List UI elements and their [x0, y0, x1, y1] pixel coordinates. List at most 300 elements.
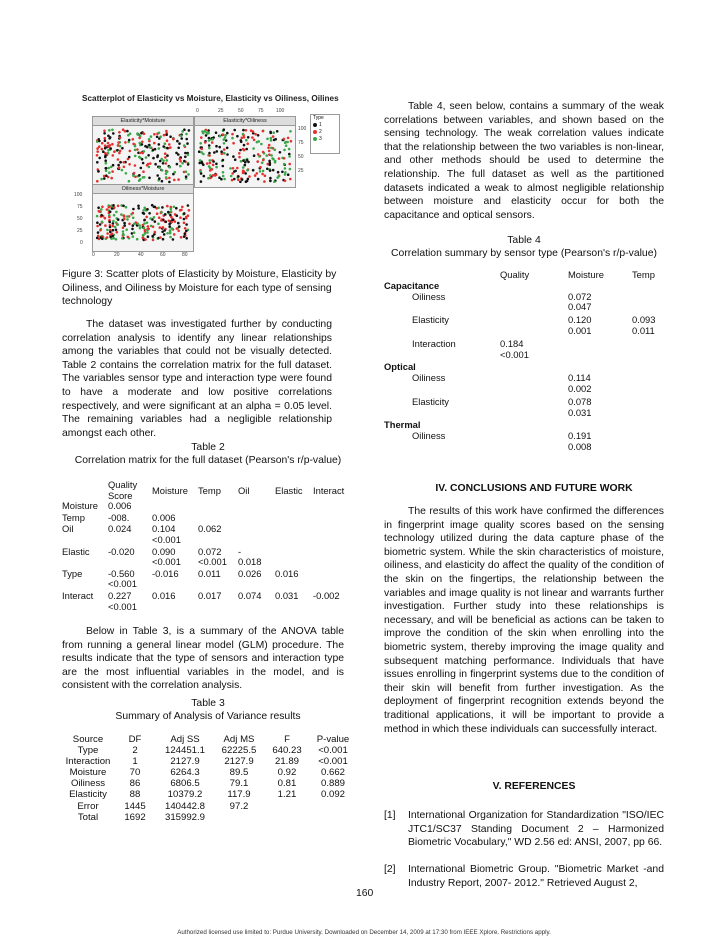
scatter-point: [140, 167, 143, 170]
table-cell: [310, 812, 356, 823]
scatter-point: [168, 143, 171, 146]
scatter-point: [112, 132, 115, 135]
scatter-point: [100, 178, 103, 181]
table-cell: 0.072 0.047: [568, 290, 592, 313]
scatter-point: [146, 231, 149, 234]
table-cell: 6264.3: [170, 767, 200, 779]
scatter-point: [158, 147, 161, 150]
scatter-point: [168, 220, 171, 223]
scatter-point: [174, 171, 177, 174]
table-cell: 86: [129, 778, 141, 790]
scatter-point: [234, 158, 237, 161]
scatter-point: [226, 132, 229, 135]
scatter-point: [143, 222, 146, 225]
scatter-point: [178, 225, 181, 228]
scatter-point: [112, 222, 115, 225]
table-cell: <0.001: [318, 756, 348, 768]
scatter-point: [141, 141, 144, 144]
section-4-heading: IV. CONCLUSIONS AND FUTURE WORK: [435, 483, 633, 494]
table-cell: -0.020: [108, 545, 135, 557]
scatter-point: [157, 207, 160, 210]
scatter-point: [270, 139, 273, 142]
scatter-point: [187, 163, 190, 166]
scatter-point: [112, 229, 115, 232]
scatter-point: [281, 171, 284, 174]
scatter-point: [104, 224, 107, 227]
scatter-point: [132, 143, 135, 146]
scatter-point: [103, 177, 106, 180]
scatter-point: [96, 225, 99, 228]
scatter-point: [128, 223, 131, 226]
figure-title: Scatterplot of Elasticity vs Moisture, Elasticity vs Oiliness, Oilines: [82, 94, 339, 103]
panel-elasticity-moisture: [92, 116, 194, 188]
table-cell: 140442.8: [164, 800, 205, 812]
scatter-point: [154, 231, 157, 234]
table-cell: Interaction: [65, 756, 111, 768]
table-cell: Temp: [632, 269, 655, 280]
scatter-point: [170, 221, 173, 224]
scatter-point: [247, 178, 250, 181]
scatter-point: [96, 221, 99, 224]
scatter-point: [122, 230, 125, 233]
scatter-point: [111, 235, 114, 238]
scatter-point: [261, 162, 264, 165]
scatter-point: [133, 231, 136, 234]
footer-notice: Authorized licensed use limited to: Purdue University. Downloaded on December 14, 2009 at 17:30 from IEEE Xplore. Restrictions apply.: [177, 929, 551, 936]
scatter-point: [200, 172, 203, 175]
panel-points: [195, 125, 295, 187]
scatter-point: [98, 140, 101, 143]
scatter-point: [215, 163, 218, 166]
legend-label: 1: [319, 122, 322, 128]
table-cell: Moisture: [568, 269, 604, 280]
left-tick: 0: [80, 240, 83, 246]
table-row: [62, 547, 353, 569]
scatter-point: [121, 237, 124, 240]
table-cell: F: [284, 734, 290, 745]
table-cell: <0.001: [318, 745, 348, 757]
right-tick: 50: [298, 154, 304, 160]
scatter-point: [172, 138, 175, 141]
scatter-point: [230, 175, 233, 178]
scatter-point: [153, 133, 156, 136]
panel-title: Elasticity*Oiliness: [195, 117, 295, 126]
scatter-point: [101, 142, 104, 145]
table-cell: Elasticity: [412, 395, 449, 407]
table-cell: -0.002: [313, 589, 340, 601]
scatter-point: [206, 132, 209, 135]
scatter-point: [132, 208, 135, 211]
scatter-point: [125, 206, 128, 209]
table-cell: [632, 339, 664, 363]
table-cell: 0.104 <0.001: [152, 523, 181, 545]
scatter-point: [243, 144, 246, 147]
table-cell: Elasticity: [412, 314, 449, 326]
scatter-point: [218, 176, 221, 179]
scatter-point: [222, 133, 225, 136]
scatter-point: [97, 170, 100, 173]
scatter-point: [148, 144, 151, 147]
panel-points: [93, 193, 193, 251]
scatter-point: [108, 171, 111, 174]
scatter-point: [122, 226, 125, 229]
scatter-point: [285, 141, 288, 144]
scatter-point: [148, 138, 151, 141]
table-row: [62, 745, 356, 756]
scatter-point: [168, 177, 171, 180]
table-cell: [238, 501, 275, 513]
table-cell: [632, 292, 664, 316]
table-cell: 0.889: [320, 778, 345, 790]
scatter-point: [239, 181, 242, 184]
table-cell: -0.016: [152, 567, 179, 579]
scatter-point: [170, 210, 173, 213]
scatter-point: [143, 133, 146, 136]
scatter-point: [183, 218, 186, 221]
table-row: [62, 801, 356, 812]
scatter-point: [123, 214, 126, 217]
scatter-point: [259, 170, 262, 173]
scatter-point: [245, 139, 248, 142]
scatter-point: [215, 131, 218, 134]
scatter-point: [215, 145, 218, 148]
scatter-point: [164, 156, 167, 159]
scatter-point: [137, 207, 140, 210]
scatter-point: [156, 212, 159, 215]
scatter-point: [168, 225, 171, 228]
scatter-point: [288, 163, 291, 166]
table-cell: 89.5: [229, 767, 249, 779]
scatter-point: [113, 237, 116, 240]
scatter-point: [153, 206, 156, 209]
legend-item: [311, 129, 339, 136]
table3-label: Table 3: [191, 698, 225, 709]
scatter-point: [238, 156, 241, 159]
scatter-point: [111, 129, 114, 132]
scatter-point: [108, 216, 111, 219]
scatter-point: [211, 138, 214, 141]
scatter-point: [222, 171, 225, 174]
scatter-point: [113, 214, 116, 217]
scatter-point: [183, 144, 186, 147]
scatter-point: [144, 232, 147, 235]
scatter-point: [117, 164, 120, 167]
scatter-point: [183, 212, 186, 215]
table-cell: 2127.9: [170, 756, 200, 768]
table-cell: Error: [77, 800, 99, 812]
scatter-point: [177, 230, 180, 233]
table-row: [62, 501, 353, 513]
table-cell: 0.662: [320, 767, 345, 779]
scatter-point: [171, 227, 174, 230]
scatter-point: [222, 165, 225, 168]
scatter-point: [184, 233, 187, 236]
scatter-point: [129, 150, 132, 153]
scatter-point: [268, 153, 271, 156]
table-cell: 0.114 0.002: [568, 372, 592, 394]
scatter-point: [96, 161, 99, 164]
scatter-point: [247, 161, 250, 164]
table-cell: [62, 480, 108, 501]
scatter-point: [133, 223, 136, 226]
legend-label: 2: [319, 129, 322, 135]
scatter-point: [211, 141, 214, 144]
scatter-point: [110, 177, 113, 180]
scatter-point: [163, 134, 166, 137]
scatter-point: [142, 170, 145, 173]
scatter-point: [124, 141, 127, 144]
scatter-point: [158, 143, 161, 146]
scatter-point: [208, 137, 211, 140]
table-cell: 70: [129, 767, 141, 779]
scatter-point: [104, 217, 107, 220]
scatter-point: [209, 159, 212, 162]
scatter-point: [242, 166, 245, 169]
table-cell: [632, 397, 664, 421]
scatter-point: [213, 151, 216, 154]
scatter-point: [176, 140, 179, 143]
table-cell: 0.074: [238, 589, 262, 601]
scatter-point: [204, 141, 207, 144]
scatter-point: [166, 147, 169, 150]
left-paragraph-2: Below in Table 3, is a summary of the ANOVA table from running a general linear model (GLM) procedure. The results indicate that the type of sensors and interaction type are the most influential variables in the model, and is consistent with the correlation analysis.: [62, 626, 344, 692]
table-cell: Elastic: [62, 545, 90, 557]
scatter-point: [128, 180, 131, 183]
table-group-label: Thermal: [384, 419, 421, 431]
table-cell: [198, 501, 238, 513]
scatter-point: [123, 218, 126, 221]
bottom-tick: 20: [114, 252, 120, 258]
scatter-point: [165, 130, 168, 133]
scatter-point: [119, 145, 122, 148]
table-cell: Temp: [198, 485, 221, 496]
ref-text: International Biometric Group. "Biometric Market -and Industry Report, 2007- 2012." Retrieved August 2,: [408, 864, 664, 889]
scatter-point: [245, 148, 248, 151]
scatter-point: [183, 160, 186, 163]
scatter-point: [117, 218, 120, 221]
scatter-point: [268, 144, 271, 147]
ref-number: [1]: [384, 810, 396, 821]
table-cell: 0.031: [275, 589, 299, 601]
table-row: [384, 315, 664, 339]
legend-swatch: [313, 137, 317, 141]
scatter-point: [143, 176, 146, 179]
scatter-point: [274, 161, 277, 164]
scatter-point: [96, 154, 99, 157]
table-row: [384, 292, 664, 316]
scatter-point: [160, 219, 163, 222]
scatter-point: [109, 226, 112, 229]
scatter-point: [107, 135, 110, 138]
scatter-point: [114, 226, 117, 229]
scatter-point: [257, 134, 260, 137]
scatter-point: [125, 172, 128, 175]
scatter-point: [134, 155, 137, 158]
scatter-point: [98, 210, 101, 213]
table-row: [62, 789, 356, 800]
scatter-point: [142, 162, 145, 165]
table-header: [62, 480, 353, 501]
scatter-point: [284, 167, 287, 170]
scatter-point: [239, 149, 242, 152]
table-cell: 640.23: [272, 745, 302, 757]
table-cell: 0.024: [108, 523, 132, 535]
scatter-point: [198, 162, 201, 165]
scatter-point: [243, 136, 246, 139]
scatter-point: [209, 174, 212, 177]
table-cell: - 0.018: [238, 545, 262, 568]
scatter-point: [168, 181, 171, 184]
scatter-point: [101, 221, 104, 224]
scatter-point: [154, 220, 157, 223]
scatter-point: [139, 227, 142, 230]
scatter-point: [132, 138, 135, 141]
scatter-point: [134, 149, 137, 152]
scatter-point: [233, 129, 236, 132]
scatter-point: [147, 235, 150, 238]
scatter-point: [209, 162, 212, 165]
table-cell: 0.026: [238, 567, 262, 579]
scatter-point: [200, 148, 203, 151]
scatter-point: [126, 215, 129, 218]
scatter-point: [232, 155, 235, 158]
scatter-point: [96, 150, 99, 153]
scatter-point: [140, 132, 143, 135]
scatter-point: [126, 130, 129, 133]
panel-oiliness-moisture: [92, 184, 194, 252]
scatter-point: [153, 142, 156, 145]
scatter-point: [250, 129, 253, 132]
bottom-tick: 60: [160, 252, 166, 258]
scatter-point: [272, 169, 275, 172]
panel-points: [93, 125, 193, 187]
scatter-point: [248, 175, 251, 178]
table-cell: Elasticity: [69, 789, 107, 801]
page-number: 160: [356, 888, 374, 899]
scatter-point: [112, 225, 115, 228]
table-cell: Temp: [62, 511, 85, 523]
left-tick: 50: [77, 216, 83, 222]
scatter-point: [162, 226, 165, 229]
scatter-point: [164, 152, 167, 155]
scatter-point: [206, 162, 209, 165]
scatter-point: [97, 206, 100, 209]
table-cell: [313, 513, 353, 525]
scatter-point: [96, 147, 99, 150]
scatter-point: [185, 223, 188, 226]
scatter-point: [132, 235, 135, 238]
scatter-point: [108, 221, 111, 224]
scatter-point: [112, 204, 115, 207]
scatter-point: [123, 166, 126, 169]
scatter-point: [108, 129, 111, 132]
scatter-point: [142, 236, 145, 239]
scatter-point: [202, 153, 205, 156]
scatter-point: [105, 174, 108, 177]
scatter-figure: [62, 92, 352, 264]
scatter-point: [162, 162, 165, 165]
scatter-point: [246, 142, 249, 145]
legend-swatch: [313, 123, 317, 127]
table-row: [62, 591, 353, 613]
scatter-point: [121, 147, 124, 150]
table-cell: DF: [128, 734, 142, 745]
scatter-point: [119, 150, 122, 153]
scatter-point: [289, 168, 292, 171]
section-5-heading: V. REFERENCES: [492, 781, 576, 792]
scatter-point: [179, 158, 182, 161]
scatter-point: [202, 132, 205, 135]
scatter-point: [132, 212, 135, 215]
scatter-point: [106, 208, 109, 211]
scatter-point: [270, 137, 273, 140]
scatter-point: [152, 157, 155, 160]
scatter-point: [109, 144, 112, 147]
scatter-point: [233, 178, 236, 181]
scatter-point: [169, 135, 172, 138]
bottom-tick: 40: [138, 252, 144, 258]
table2: [62, 480, 353, 613]
scatter-point: [158, 132, 161, 135]
scatter-point: [262, 151, 265, 154]
table-cell: 0.062: [198, 523, 222, 535]
scatter-point: [105, 167, 108, 170]
scatter-point: [99, 223, 102, 226]
scatter-point: [163, 233, 166, 236]
scatter-point: [218, 146, 221, 149]
scatter-point: [107, 167, 110, 170]
scatter-point: [181, 162, 184, 165]
table-cell: 0.078 0.031: [568, 395, 592, 418]
table3-body: [62, 745, 356, 823]
table-cell: Source: [72, 734, 104, 745]
scatter-point: [151, 235, 154, 238]
scatter-point: [232, 167, 235, 170]
scatter-point: [187, 173, 190, 176]
scatter-point: [119, 136, 122, 139]
top-tick: 50: [238, 108, 244, 114]
scatter-point: [229, 167, 232, 170]
scatter-point: [122, 128, 125, 131]
scatter-point: [272, 135, 275, 138]
scatter-point: [149, 162, 152, 165]
scatter-point: [287, 137, 290, 140]
table-cell: 315992.9: [164, 811, 205, 823]
scatter-point: [152, 239, 155, 242]
scatter-point: [178, 142, 181, 145]
scatter-point: [179, 160, 182, 163]
scatter-point: [143, 219, 146, 222]
scatter-point: [283, 157, 286, 160]
table-cell: [500, 315, 568, 339]
table-cell: 88: [129, 789, 141, 801]
scatter-point: [183, 235, 186, 238]
scatter-point: [208, 144, 211, 147]
scatter-point: [141, 143, 144, 146]
scatter-point: [109, 147, 112, 150]
scatter-point: [242, 133, 245, 136]
scatter-point: [265, 154, 268, 157]
legend-swatch: [313, 130, 317, 134]
scatter-point: [287, 173, 290, 176]
scatter-point: [146, 164, 149, 167]
scatter-point: [253, 139, 256, 142]
scatter-point: [147, 154, 150, 157]
scatter-point: [243, 149, 246, 152]
scatter-point: [279, 151, 282, 154]
scatter-point: [136, 132, 139, 135]
scatter-point: [252, 169, 255, 172]
